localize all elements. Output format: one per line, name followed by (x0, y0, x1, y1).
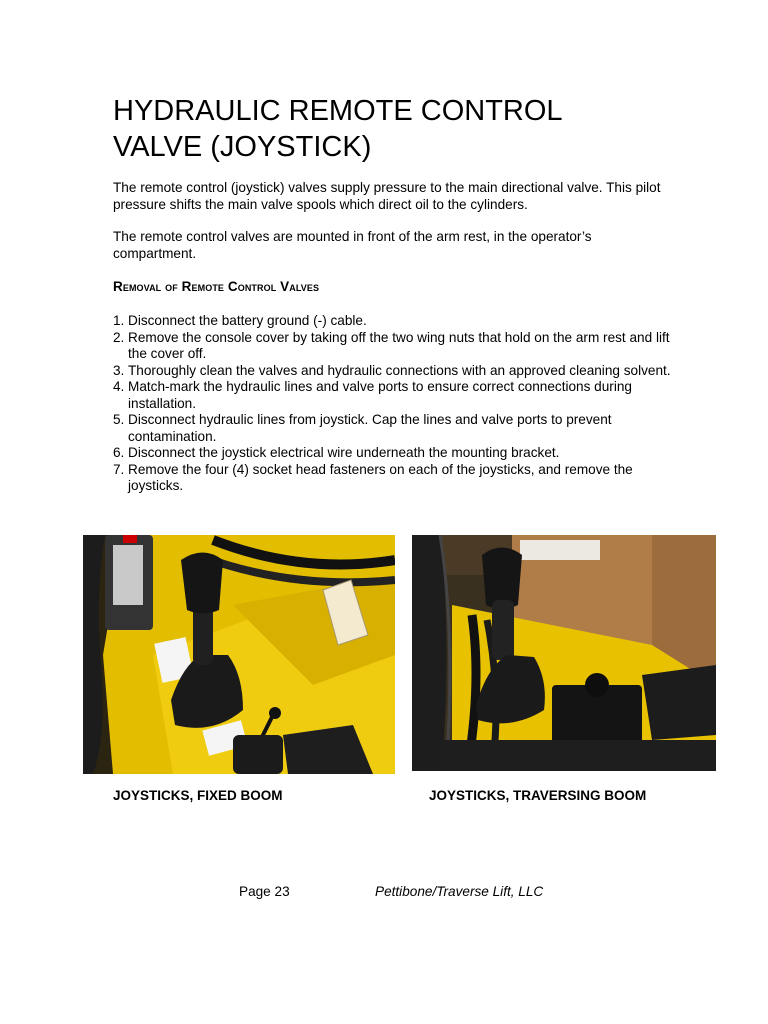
list-item (113, 363, 673, 380)
traversing-boom-photo (412, 535, 716, 771)
removal-steps-list (113, 313, 673, 495)
fixed-boom-photo (83, 535, 395, 774)
fixed-boom-photo-illustration (83, 535, 395, 774)
step-number: 3. (113, 362, 125, 378)
list-item (113, 445, 673, 462)
list-item (113, 313, 673, 330)
location-paragraph: The remote control valves are mounted in front of the arm rest, in the operator’s compartment. (113, 229, 592, 261)
step-number: 4. (113, 379, 125, 394)
list-item (113, 412, 673, 445)
step-text: Thoroughly clean the valves and hydraulic connections with an approved cleaning solvent. (128, 362, 671, 378)
step-text: Remove the four (4) socket head fasteners on each of the joysticks, and remove the joysticks. (128, 461, 633, 493)
page-number: Page 23 (239, 884, 290, 899)
step-number: 1. (113, 313, 125, 328)
title-line-1: HYDRAULIC REMOTE CONTROL (113, 95, 563, 127)
figure-caption-traversing-boom: JOYSTICKS, TRAVERSING BOOM (429, 788, 647, 803)
title-line-2: VALVE (JOYSTICK) (113, 131, 372, 163)
list-item (113, 379, 673, 412)
page-title (113, 93, 673, 165)
step-number: 5. (113, 412, 125, 427)
company-name: Pettibone/Traverse Lift, LLC (375, 884, 544, 899)
step-number: 2. (113, 329, 125, 345)
list-item (113, 462, 673, 495)
step-text: Disconnect the battery ground (-) cable. (128, 313, 367, 328)
list-item (113, 330, 673, 363)
step-text: Disconnect hydraulic lines from joystick. Cap the lines and valve ports to prevent contamination. (128, 412, 612, 444)
step-number: 6. (113, 445, 125, 460)
step-text: Disconnect the joystick electrical wire underneath the mounting bracket. (128, 445, 560, 460)
step-text: Match-mark the hydraulic lines and valve ports to ensure correct connections during installation. (128, 379, 632, 411)
step-number: 7. (113, 461, 125, 477)
traversing-boom-photo-illustration (412, 535, 716, 771)
section-subheading: Removal of Remote Control Valves (113, 279, 320, 294)
figure-caption-fixed-boom: JOYSTICKS, FIXED BOOM (113, 788, 283, 803)
intro-paragraph: The remote control (joystick) valves supply pressure to the main directional valve. This pilot pressure shifts the main valve spools which direct oil to the cylinders. (113, 180, 661, 212)
step-text: Remove the console cover by taking off the two wing nuts that hold on the arm rest and lift the cover off. (128, 329, 670, 361)
